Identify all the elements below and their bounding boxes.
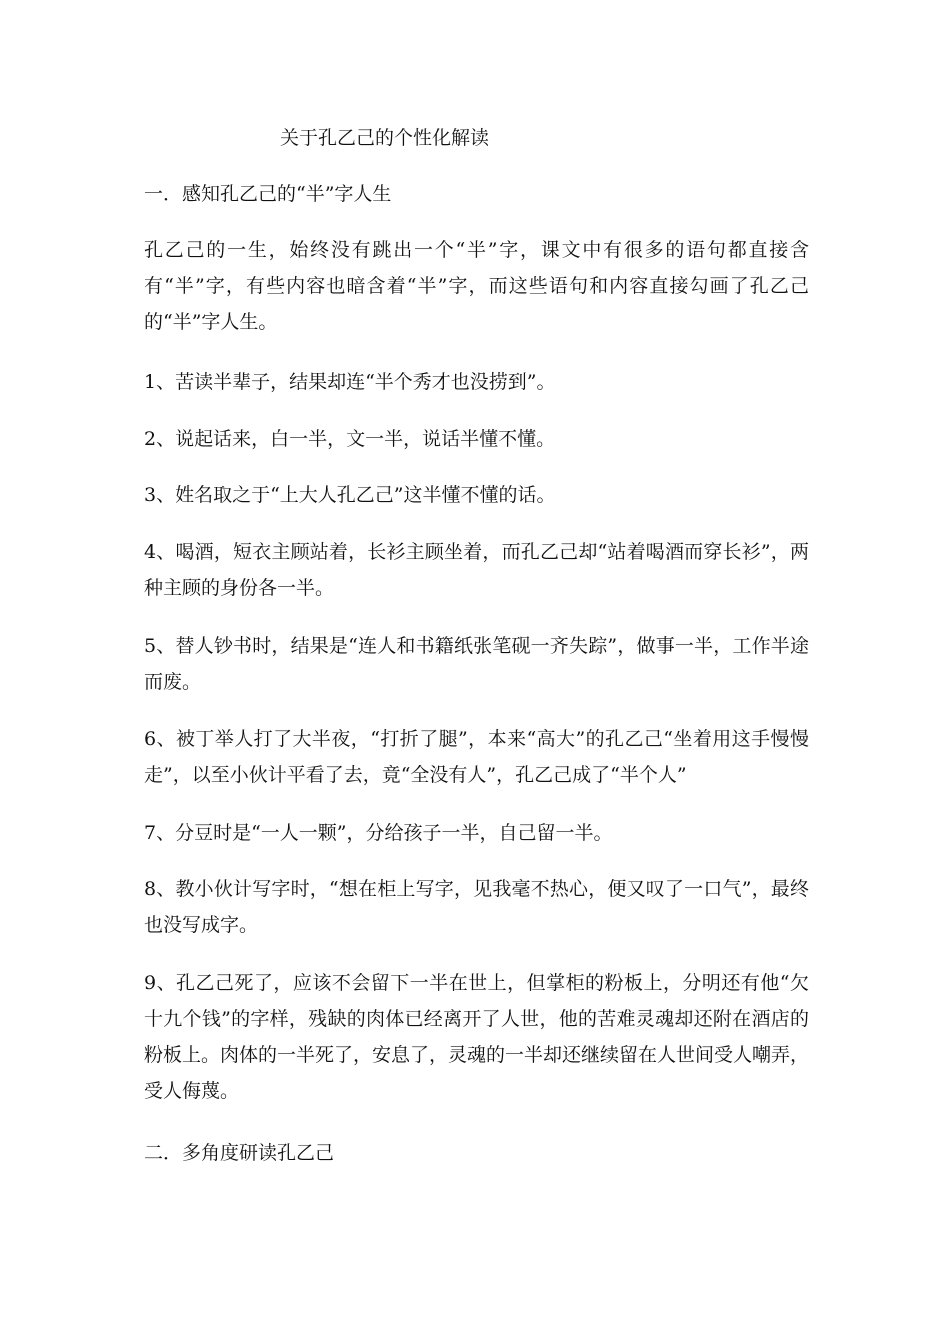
- intro-paragraph: 孔乙己的一生，始终没有跳出一个“半”字，课文中有很多的语句都直接含有“半”字，有些内容也暗含着“半”字，而这些语句和内容直接勾画了孔乙己的“半”字人生。: [144, 239, 809, 333]
- list-item-7: 7、分豆时是“一人一颗”，分给孩子一半，自己留一半。: [144, 822, 613, 844]
- list-item-3: 3、姓名取之于“上大人孔乙己”这半懂不懂的话。: [144, 484, 556, 506]
- list-item-2: 2、说起话来，白一半，文一半，说话半懂不懂。: [144, 428, 556, 450]
- list-item-5: 5、替人钞书时，结果是“连人和书籍纸张笔砚一齐失踪”，做事一半，工作半途而废。: [144, 635, 809, 693]
- section-heading-1: 一．感知孔乙己的“半”字人生: [144, 183, 392, 205]
- section-heading-2: 二．多角度研读孔乙己: [144, 1142, 335, 1164]
- list-item-9: 9、孔乙己死了，应该不会留下一半在世上，但掌柜的粉板上，分明还有他“欠十九个钱”的字样，残缺的肉体已经离开了人世，他的苦难灵魂却还附在酒店的粉板上。肉体的一半死了，安息了，灵魂的一半却还继续留在人世间受人嘲弄，受人侮蔑。: [144, 972, 810, 1102]
- list-item-1: 1、苦读半辈子，结果却连“半个秀才也没捞到”。: [144, 371, 556, 393]
- list-item-8: 8、教小伙计写字时，“想在柜上写字，见我毫不热心，便又叹了一口气”，最终也没写成字。: [144, 878, 809, 936]
- document-title: 关于孔乙己的个性化解读: [280, 127, 490, 149]
- list-item-4: 4、喝酒，短衣主顾站着，长衫主顾坐着，而孔乙己却“站着喝酒而穿长衫”，两种主顾的身份各一半。: [144, 541, 809, 599]
- list-item-6: 6、被丁举人打了大半夜，“打折了腿”，本来“高大”的孔乙己“坐着用这手慢慢走”，以至小伙计平看了去，竟“全没有人”，孔乙己成了“半个人”: [144, 728, 809, 786]
